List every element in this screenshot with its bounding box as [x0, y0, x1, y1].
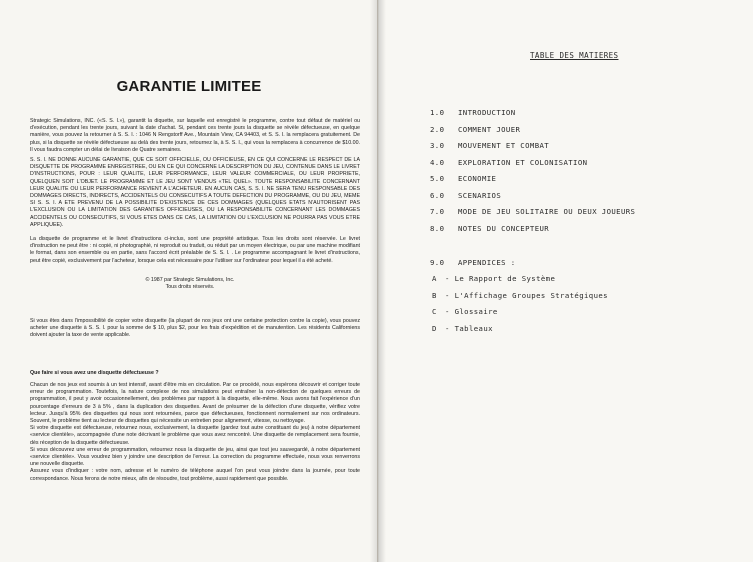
toc-entry-number: 6.0 [430, 191, 445, 200]
toc-entry-number: 7.0 [430, 207, 445, 216]
backup-disk-paragraph: Si vous êtes dans l'impossibilité de copier votre disquette (la plupart de nos jeux ont une certaine protection contre la copie), vous pouvez acheter une disquette à S. S. I. pour la somme de $ 10, plus $2, pour les frais d'expédition et de manutention. Les résidents Californiens doivent ajouter la taxe de vente applicable. [30, 318, 360, 339]
toc-entry-number: 1.0 [430, 108, 445, 117]
toc-entry-comment-jouer: COMMENT JOUER [458, 125, 521, 134]
appendix-affichage-groupes: - L'Affichage Groupes Stratégiques [445, 291, 608, 300]
copyright-paragraph: La disquette de programme et le livret d'instructions ci-inclus, sont une propriété artistique. Tous les droits sont réservée. Le livret d'instruction ne peut être : ni copié, ni photographié, ni reproduit ou traduit, ou réduit par un moyen électrique, ou par une machine modifiant le format, dans son ensemble ou en partie, sans l'accord écrit préalable de S. S. I. . Le programme accompagnant le livret d'instructions, peut être copié, exclusivement par l'acheteur, lorsque cela est nécessaire pour l'utiliser sur l'ordinateur pour lequel il a été acheté. [30, 236, 360, 264]
defective-disk-heading: Que faire si vous avez une disquette défectueuse ? [30, 370, 159, 376]
copyright-notice [40, 277, 340, 291]
appendix-letter: C [432, 307, 437, 316]
appendix-letter: D [432, 324, 437, 333]
copyright-line: © 1987 par Strategic Simulations, Inc. [145, 277, 235, 283]
appendix-letter: B [432, 291, 437, 300]
disclaimer-paragraph: S. S. I. NE DONNE AUCUNE GARANTIE, QUE CE SOIT OFFICIELLE, OU OFFICIEUSE, EN CE QUI CONCERNE LE RESPECT DE LA DISQUETTE DE PROGRAMME ENREGISTREE, OU EN CE QUI CONCERNE LA DESCRIPTION DU JEU, CONTENUE DANS LE LIVRET D'INSTRUCTIONS, POUR : LEUR QUALITE, LEUR PERFORMANCE, LEUR VALEUR COMMERCIALE, OU LEUR PROPRIETE, QUELQUEN SOIT L'OBJET. LE PROGRAMME ET LE JEU SONT VENDUS «TEL QUEL». TOUTE RESPONSABILITE CONCERNANT LEUR QUALITE OU LEUR PERFORMANCE REVIENT A L'ACHETEUR. EN AUCUN CAS, S. S. I. NE SERA TENU RESPONSABLE DES DOMMAGES DIRECTS, INDIRECTS, ACCIDENTELS OU CONSECUTIFS A TOUTE DEFECTION DU PROGRAMME, OU DU JEU, MEME SI S. S. I. A ETE PREVENU DE LA POSSIBILITE D'EXISTENCE DE CES DOMMAGES (QUELQUES ETATS N'AUTORISENT PAS L'EXCLUSION OU LA LIMITATION DES GARANTIES OFFICIEUSES, OU LA RESPONSABILITE CONCERNANT LES DOMMAGES ACCIDENTELS OU CONSECUTIFS, SI VOUS ETES DANS CE CAS, LA LIMITATION OU L'EXCLUSION NE POURRA PAS VOUS ETRE APPLIQUEE). [30, 157, 360, 228]
warranty-title: GARANTIE LIMITEE [116, 78, 262, 95]
error-paragraph: Si vous découvrez une erreur de programmation, retournez nous la disquette de jeu, ainsi que tout jeu sauvegardé, à notre département «service clientèle». Vous voudrez bien y joindre une description de l'erreur. La correction du programme effectuée, nous vous renverrons une nouvelle disquette. [30, 446, 360, 468]
toc-entry-mode-de-jeu: MODE DE JEU SOLITAIRE OU DEUX JOUEURS [458, 207, 636, 216]
toc-entry-exploration: EXPLORATION ET COLONISATION [458, 158, 588, 167]
toc-entry-notes: NOTES DU CONCEPTEUR [458, 224, 550, 233]
toc-entry-number: 9.0 [430, 258, 445, 267]
toc-entry-number: 8.0 [430, 224, 445, 233]
toc-entry-introduction: INTRODUCTION [458, 108, 516, 117]
toc-entry-economie: ECONOMIE [458, 174, 497, 183]
toc-entry-number: 2.0 [430, 125, 445, 134]
toc-entry-number: 5.0 [430, 174, 445, 183]
toc-entry-scenarios: SCENARIOS [458, 191, 502, 200]
appendix-tableaux: - Tableaux [445, 324, 493, 333]
toc-entry-number: 4.0 [430, 158, 445, 167]
testing-paragraph: Chacun de nos jeux est soumis à un test intensif, avant d'être mis en circulation. Par ce procédé, nous espérons découvrir et corriger toute erreur de programmation. Toutefois, la nature complexe de nos simulations peut entraîner la non-détection de quelques erreurs de programmation, il peut y avoir occasionnellement, des problèmes par rapport à la disquette, elle-même. Nous avons fait l'expérience d'un pourcentage d'erreurs de 3 à 5% , dans la duplication des disquettes. Avant de présumer de la défection d'une disquette, vérifiez votre lecteur. Jusqu'à 95% des disquettes qui nous sont retournées, parce que défectueuses, fonctionnent normalement sur nos ordinateurs. Souvent, le problème tient au lecteur de disquettes qui nécessite un entretien pour alignement, vitesse, ou nettoyage. [30, 382, 360, 425]
appendix-letter: A [432, 274, 437, 283]
rights-line: Tous droits réservés. [165, 284, 215, 291]
appendix-glossaire: - Glossaire [445, 307, 498, 316]
warranty-paragraph: Strategic Simulations, INC. («S. S. I.»), garantit la diquette, sur laquelle est enregistré le programme, contre tout défaut de matériel ou d'exécution, pendant les trente jours, suivant la date d'achat. Si, pendant ces trente jours la disquette se révèle défectueuse, en quelque manière, vous pouvez la retourner à S. S. I. : 1046 N Rengstorff Ave., Mountain View, CA 94403, et S. S. I. la remplacera gratuitement. De plus, si la disquette se révèle défectueuse au delà des trente jours, retournez la, à S. S. I., qui vous la remplacera à concurrence de $10.00. Il vous faudra compter un délai de livraison de Quatre semaines. [30, 118, 360, 153]
appendix-rapport-systeme: - Le Rapport de Système [445, 274, 556, 283]
contact-paragraph: Assurez vous d'indiquer : votre nom, adresse et le numéro de téléphone auquel l'on peut vous joindre dans la journée, pour toute correspondance. Nous ferons de notre mieux, afin de résoudre, tout problème, aussi rapidement que possible. [30, 468, 360, 482]
toc-title: TABLE DES MATIERES [530, 51, 619, 60]
toc-entry-mouvement: MOUVEMENT ET COMBAT [458, 141, 550, 150]
toc-entry-appendices: APPENDICES : [458, 258, 516, 267]
defective-disk-section [30, 382, 360, 483]
return-paragraph: Si votre disquette est défectueuse, retournez nous, exclusivement, la disquette (gardez tout autre constituant du jeu) à notre département «service clientèle», accompagnée d'une note décrivant le problème que vous avez rencontré. Une disquette de remplacement sera fournie, dès réception de la disquette défectueuse. [30, 425, 360, 446]
toc-entry-number: 3.0 [430, 141, 445, 150]
